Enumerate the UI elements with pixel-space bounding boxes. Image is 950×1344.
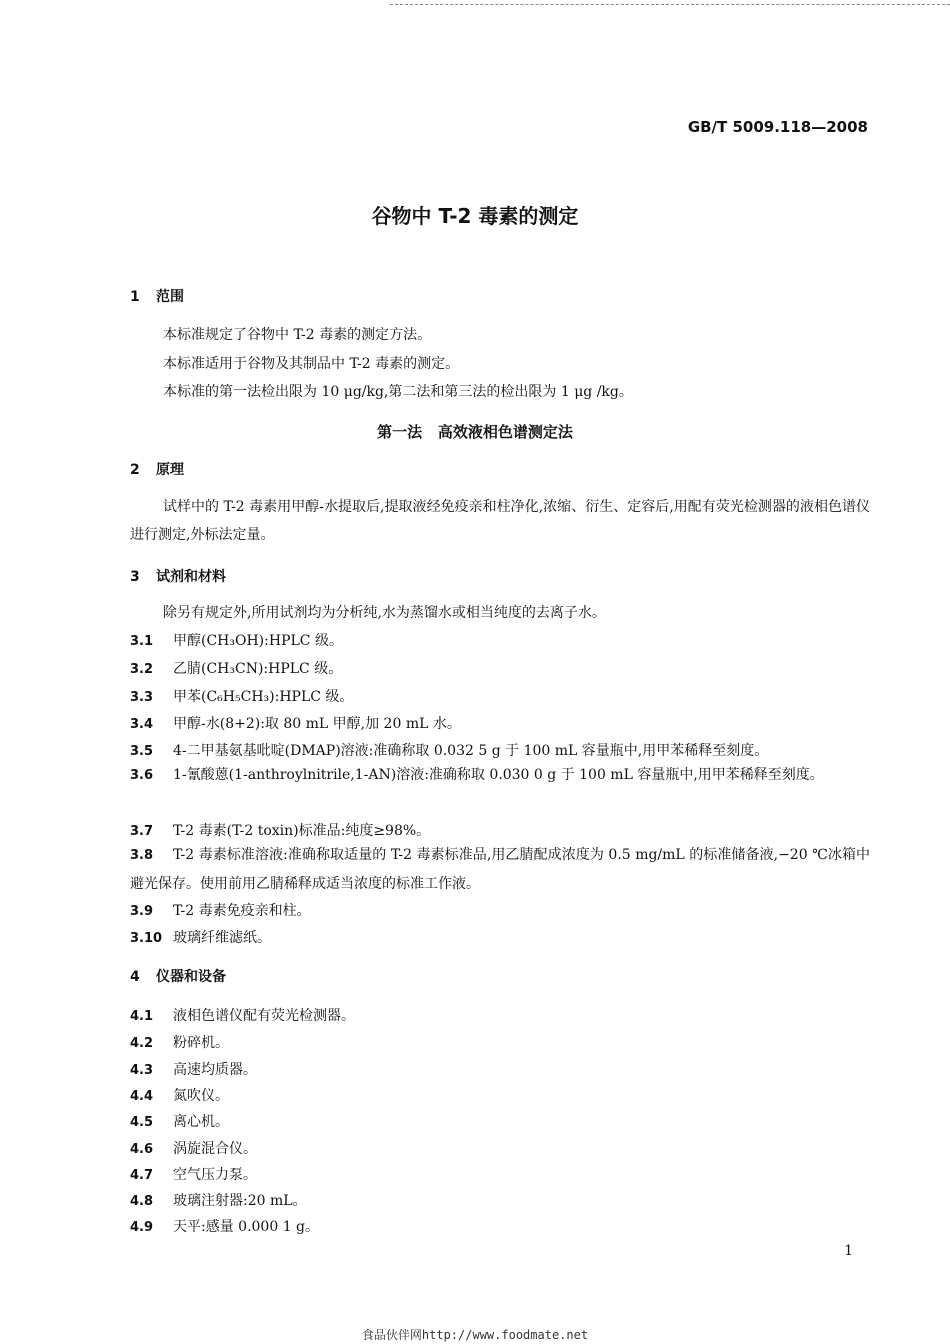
standard-number: GB/T 5009.118—2008 bbox=[687, 118, 868, 136]
reagent-item: 3.6 1-氰酸蒽(1-anthroylnitrile,1-AN)溶液:准确称取 0.030 0 g 于 100 mL 容量瓶中,用甲苯稀释至刻度。 bbox=[130, 767, 824, 783]
instrument-item: 4.7 空气压力泵。 bbox=[130, 1167, 257, 1183]
instrument-item: 4.4 氮吹仪。 bbox=[130, 1088, 229, 1104]
scope-paragraph: 本标准适用于谷物及其制品中 T-2 毒素的测定。 bbox=[163, 356, 460, 372]
reagent-item: 3.1 甲醇(CH₃OH):HPLC 级。 bbox=[130, 633, 343, 649]
footer-watermark-url: 食品伙伴网http://www.foodmate.net bbox=[361, 1328, 589, 1342]
instrument-item: 4.5 离心机。 bbox=[130, 1114, 229, 1130]
instrument-item: 4.6 涡旋混合仪。 bbox=[130, 1141, 257, 1157]
reagents-intro: 除另有规定外,所用试剂均为分析纯,水为蒸馏水或相当纯度的去离子水。 bbox=[163, 605, 606, 621]
section-heading-scope bbox=[130, 286, 184, 306]
reagent-item: 3.5 4-二甲基氨基吡啶(DMAP)溶液:准确称取 0.032 5 g 于 100 mL 容量瓶中,用甲苯稀释至刻度。 bbox=[130, 743, 769, 759]
principle-paragraph: 试样中的 T-2 毒素用甲醇-水提取后,提取液经免疫亲和柱净化,浓缩、衍生、定容后,用配有荧光检测器的液相色谱仪进行测定,外标法定量。 bbox=[130, 499, 870, 543]
section-title: 仪器和设备 bbox=[156, 969, 226, 985]
reagent-item: 3.8 T-2 毒素标准溶液:准确称取适量的 T-2 毒素标准品,用乙腈配成浓度为 0.5 mg/mL 的标准储备液,−20 ℃冰箱中避光保存。使用前用乙腈稀释成适当浓度的标准工作液。 bbox=[130, 847, 870, 892]
instrument-item: 4.3 高速均质器。 bbox=[130, 1062, 257, 1078]
reagent-item: 3.3 甲苯(C₆H₅CH₃):HPLC 级。 bbox=[130, 689, 354, 705]
section-number: 3 bbox=[130, 569, 140, 585]
reagent-item: 3.10 玻璃纤维滤纸。 bbox=[130, 930, 271, 946]
reagent-item: 3.4 甲醇-水(8+2):取 80 mL 甲醇,加 20 mL 水。 bbox=[130, 716, 461, 732]
top-border-rule bbox=[390, 4, 950, 5]
instrument-item: 4.2 粉碎机。 bbox=[130, 1035, 229, 1051]
section-title: 范围 bbox=[156, 289, 184, 305]
section-number: 1 bbox=[130, 289, 140, 305]
section-title: 试剂和材料 bbox=[156, 569, 226, 585]
document-title: 谷物中 T-2 毒素的测定 bbox=[371, 204, 579, 228]
section-title: 原理 bbox=[156, 462, 184, 478]
scope-paragraph: 本标准的第一法检出限为 10 μg/kg,第二法和第三法的检出限为 1 μg /kg。 bbox=[163, 384, 633, 400]
section-heading-instruments bbox=[130, 966, 226, 986]
method-title: 第一法 高效液相色谱测定法 bbox=[377, 423, 573, 441]
reagent-item: 3.9 T-2 毒素免疫亲和柱。 bbox=[130, 903, 311, 919]
section-number: 4 bbox=[130, 969, 140, 985]
instrument-item: 4.1 液相色谱仪配有荧光检测器。 bbox=[130, 1008, 355, 1024]
section-number: 2 bbox=[130, 462, 140, 478]
section-heading-principle bbox=[130, 459, 184, 479]
scope-paragraph: 本标准规定了谷物中 T-2 毒素的测定方法。 bbox=[163, 327, 432, 343]
instrument-item: 4.8 玻璃注射器:20 mL。 bbox=[130, 1193, 307, 1209]
reagent-item: 3.7 T-2 毒素(T-2 toxin)标准品:纯度≥98%。 bbox=[130, 823, 431, 839]
page-number: 1 bbox=[844, 1243, 853, 1259]
instrument-item: 4.9 天平:感量 0.000 1 g。 bbox=[130, 1219, 320, 1235]
section-heading-reagents bbox=[130, 566, 226, 586]
reagent-item: 3.2 乙腈(CH₃CN):HPLC 级。 bbox=[130, 661, 343, 677]
